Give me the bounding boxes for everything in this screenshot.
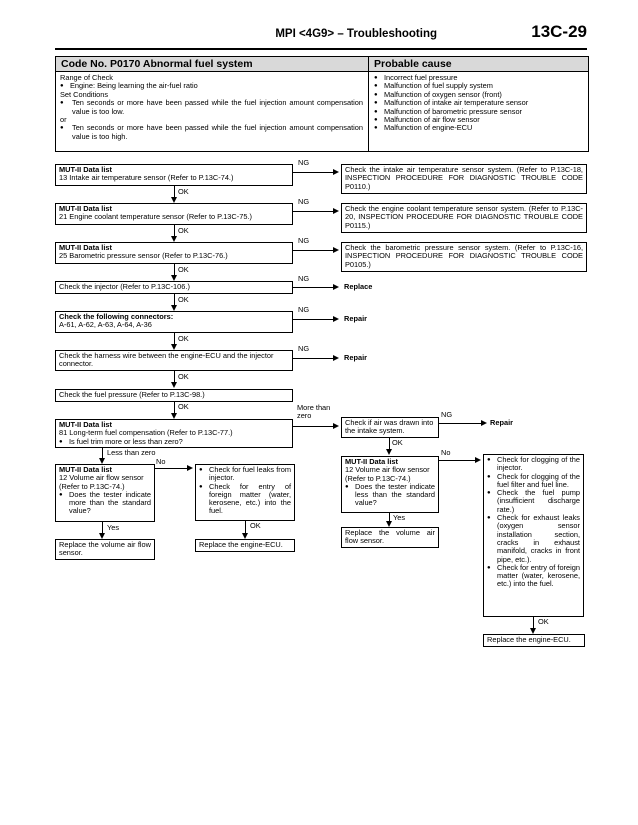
cause-item: ● Malfunction of intake air temperature sensor xyxy=(374,99,584,107)
step-coolant-temp xyxy=(55,203,293,225)
replace-ecu-right: Replace the engine-ECU. xyxy=(483,634,585,647)
cause-item: ● Malfunction of air flow sensor xyxy=(374,116,584,124)
step-text: A-61, A-62, A-63, A-64, A-36 xyxy=(59,320,152,330)
result-barometric: Check the barometric pressure sensor system. (Refer to P.13C-16, INSPECTION PROCEDURE FOR DIAGNOSTIC TROUBLE CODE P0105.) xyxy=(341,242,587,272)
step-airflow-high xyxy=(55,464,155,522)
arrow-right-icon xyxy=(333,284,339,290)
ng-label: NG xyxy=(298,305,310,314)
set-label: Set Conditions xyxy=(60,89,109,99)
range-item: ● Engine: Being learning the air-fuel ratio xyxy=(60,82,363,90)
step-text: 21 Engine coolant temperature sensor (Refer to P.13C-75.) xyxy=(59,212,252,222)
result-intake-air-temp: Check the intake air temperature sensor system. (Refer to P.13C-18, INSPECTION PROCEDURE FOR DIAGNOSTIC TROUBLE CODE P0110.) xyxy=(341,164,587,194)
step-intake-air-temp xyxy=(55,164,293,186)
check-item: ● Check for entry of foreign matter (water, kerosene, etc.) into the fuel. xyxy=(199,483,291,516)
condition-2: ● Ten seconds or more have been passed while the fuel injection amount compensation value is too high. xyxy=(60,124,363,141)
or-label: or xyxy=(60,115,67,125)
ng-label: NG xyxy=(298,344,310,353)
arrow-right-icon xyxy=(333,208,339,214)
ok-label: OK xyxy=(392,438,403,447)
arrow-down-icon xyxy=(386,449,392,455)
ok-label: OK xyxy=(178,372,189,381)
arrow-right-icon xyxy=(333,355,339,361)
replace-ecu-left: Replace the engine-ECU. xyxy=(195,539,295,552)
check-item: ● Check for clogging of the fuel filter and fuel line. xyxy=(487,473,580,490)
page-number: 13C-29 xyxy=(531,22,587,41)
check-conditions xyxy=(60,74,363,141)
arrow-right-icon xyxy=(481,420,487,426)
cause-item: ● Malfunction of oxygen sensor (front) xyxy=(374,91,584,99)
step-bullet: ● Is fuel trim more or less than zero? xyxy=(59,438,289,446)
ok-label: OK xyxy=(178,334,189,343)
check-item: ● Check for entry of foreign matter (water, kerosene, etc.) into the fuel. xyxy=(487,564,580,589)
step-title: Check the following connectors: xyxy=(59,312,174,321)
condition-1: ● Ten seconds or more have been passed while the fuel injection amount compensation value is too low. xyxy=(60,99,363,116)
result-coolant-temp: Check the engine coolant temperature sensor system. (Refer to P.13C-20, INSPECTION PROCEDURE FOR DIAGNOSTIC TROUBLE CODE P0115.) xyxy=(341,203,587,233)
ok-label: OK xyxy=(178,226,189,235)
step-text: 81 Long-term fuel compensation (Refer to P.13C-77.) xyxy=(59,428,233,438)
step-injector: Check the injector (Refer to P.13C-106.) xyxy=(55,281,293,294)
checks-left xyxy=(195,464,295,521)
step-intake-leak: Check if air was drawn into the intake system. xyxy=(341,417,439,438)
no-line xyxy=(439,460,475,461)
ok-label: OK xyxy=(178,402,189,411)
arrow-right-icon xyxy=(333,316,339,322)
ok-label: OK xyxy=(250,521,261,530)
arrow-right-icon xyxy=(333,247,339,253)
header-rule xyxy=(55,48,587,50)
arrow-right-icon xyxy=(333,423,339,429)
arrow-right-icon xyxy=(187,465,193,471)
cause-item: ● Malfunction of fuel supply system xyxy=(374,82,584,90)
arrow-right-icon xyxy=(475,457,481,463)
replace-airflow-right: Replace the volume air flow sensor. xyxy=(341,527,439,548)
cause-item: ● Malfunction of engine-ECU xyxy=(374,124,584,132)
step-title: MUT-II Data list xyxy=(59,420,112,429)
ng-label: NG xyxy=(298,158,310,167)
step-connectors xyxy=(55,311,293,333)
ok-label: OK xyxy=(538,617,549,626)
arrow-down-icon xyxy=(171,382,177,388)
step-title: MUT-II Data list xyxy=(345,457,398,466)
result-repair: Repair xyxy=(344,314,368,323)
result-repair: Repair xyxy=(490,418,514,427)
check-item: ● Check for exhaust leaks (oxygen sensor installation section, cracks in exhaust manifold, cracks in front pipe, etc.). xyxy=(487,514,580,564)
ng-line xyxy=(293,211,333,212)
step-text: 12 Volume air flow sensor (Refer to P.13C-74.) xyxy=(59,473,144,491)
code-table xyxy=(55,56,589,152)
table-divider xyxy=(368,57,369,151)
cause-item: ● Malfunction of barometric pressure sensor xyxy=(374,108,584,116)
header-title: MPI <4G9> – Troubleshooting xyxy=(275,28,437,40)
step-fuel-pressure: Check the fuel pressure (Refer to P.13C-98.) xyxy=(55,389,293,402)
cause-item: ● Incorrect fuel pressure xyxy=(374,74,584,82)
step-title: MUT-II Data list xyxy=(59,243,112,252)
check-item: ● Check for fuel leaks from injector. xyxy=(199,466,291,483)
more-than-zero-label: More than zero xyxy=(297,403,331,420)
range-label: Range of Check xyxy=(60,73,113,82)
replace-airflow-left: Replace the volume air flow sensor. xyxy=(55,539,155,560)
no-label: No xyxy=(156,457,166,466)
page-header xyxy=(55,22,587,48)
ng-line xyxy=(293,172,333,173)
step-title: MUT-II Data list xyxy=(59,165,112,174)
ng-label: NG xyxy=(441,410,453,419)
checks-right xyxy=(483,454,584,617)
check-item: ● Check the fuel pump (insufficient discharge rate.) xyxy=(487,489,580,514)
step-title: MUT-II Data list xyxy=(59,204,112,213)
less-than-zero-label: Less than zero xyxy=(107,448,156,457)
result-repair: Repair xyxy=(344,353,368,362)
ng-line xyxy=(293,319,333,320)
check-item: ● Check for clogging of the injector. xyxy=(487,456,580,473)
step-text: 12 Volume air flow sensor (Refer to P.13C-74.) xyxy=(345,465,430,483)
step-airflow-low xyxy=(341,456,439,513)
cause-list xyxy=(374,74,584,133)
probable-cause-title: Probable cause xyxy=(374,58,452,70)
ok-label: OK xyxy=(178,265,189,274)
ng-label: NG xyxy=(298,236,310,245)
ok-label: OK xyxy=(178,187,189,196)
arrow-right-icon xyxy=(333,169,339,175)
ng-line xyxy=(293,358,333,359)
no-line xyxy=(155,468,187,469)
step-text: 25 Barometric pressure sensor (Refer to P.13C-76.) xyxy=(59,251,228,261)
step-title: MUT-II Data list xyxy=(59,465,112,474)
step-fuel-trim xyxy=(55,419,293,448)
ng-line xyxy=(439,423,481,424)
ng-label: NG xyxy=(298,274,310,283)
ng-line xyxy=(293,250,333,251)
step-text: 13 Intake air temperature sensor (Refer to P.13C-74.) xyxy=(59,173,234,183)
step-barometric xyxy=(55,242,293,264)
step-bullet: ● Does the tester indicate less than the standard value? xyxy=(345,483,435,508)
code-title: Code No. P0170 Abnormal fuel system xyxy=(61,58,253,70)
yes-label: Yes xyxy=(107,523,120,532)
result-replace: Replace xyxy=(344,282,373,291)
step-bullet: ● Does the tester indicate more than the standard value? xyxy=(59,491,151,516)
ng-line xyxy=(293,287,333,288)
yes-label: Yes xyxy=(393,513,406,522)
step-harness: Check the harness wire between the engine-ECU and the injector connector. xyxy=(55,350,293,371)
branch-line xyxy=(293,426,333,427)
ok-label: OK xyxy=(178,295,189,304)
no-label: No xyxy=(441,448,451,457)
ng-label: NG xyxy=(298,197,310,206)
